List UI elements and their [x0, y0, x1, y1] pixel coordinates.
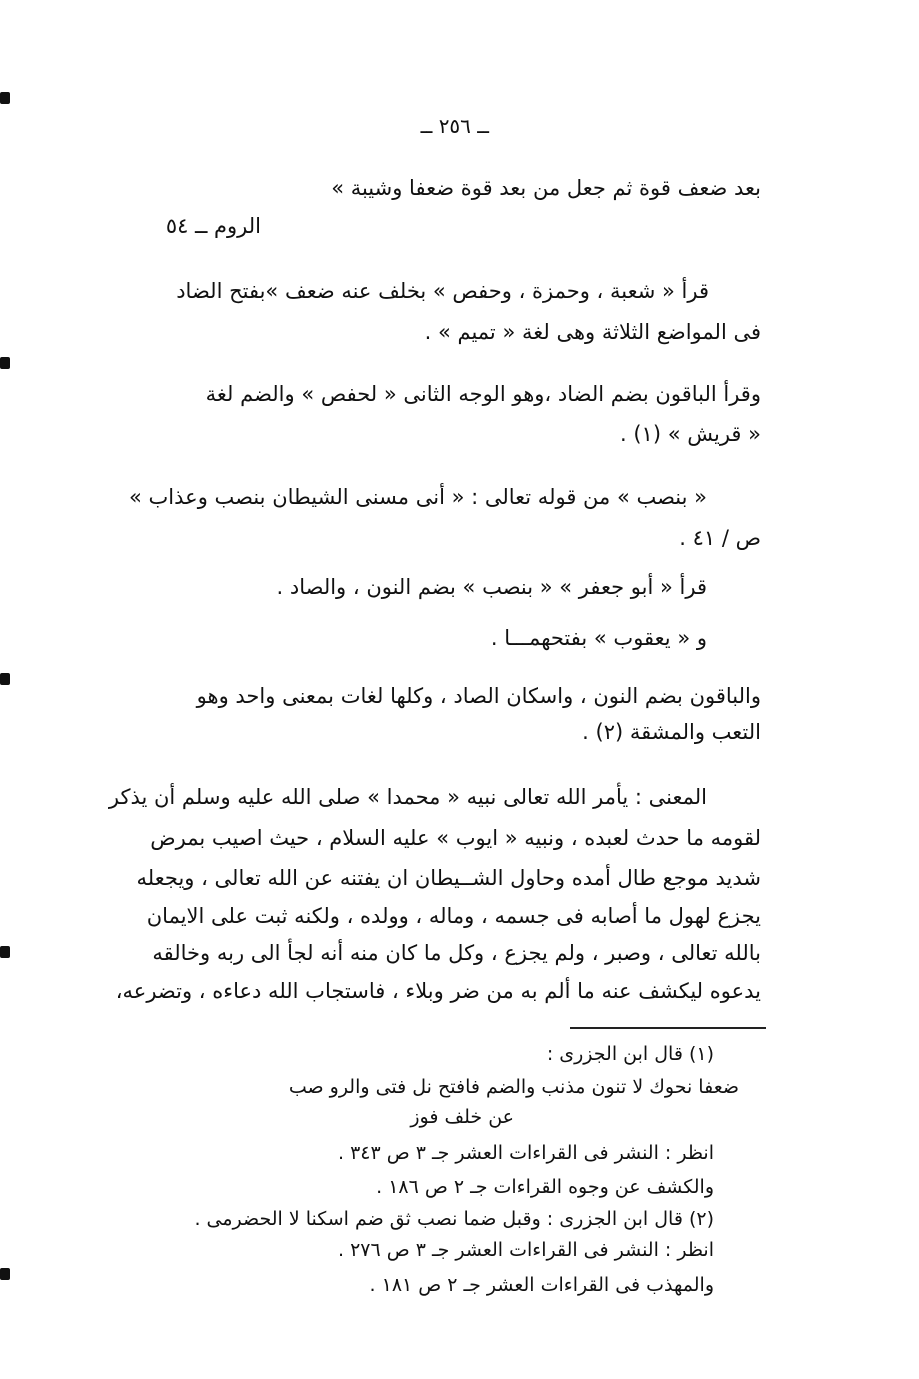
page-number: ــ ٢٥٦ ــ — [420, 114, 489, 138]
paragraph-line: وقرأ الباقون بضم الضاد ،وهو الوجه الثانى « لحفص » والضم لغة — [205, 382, 761, 406]
binding-mark — [0, 92, 10, 104]
paragraph-line: فى المواضع الثلاثة وهى لغة « تميم » . — [424, 320, 761, 344]
paragraph-line: بالله تعالى ، وصبر ، ولم يجزع ، وكل ما كان منه أنه لجأ الى ربه وخالقه — [152, 941, 761, 965]
quran-reference: الروم ــ ٥٤ — [165, 214, 261, 238]
paragraph-line: المعنى : يأمر الله تعالى نبيه « محمدا » صلى الله عليه وسلم أن يذكر — [108, 785, 707, 809]
footnote-line: ضعفا نحوك لا تنون مذنب والضم فافتح نل فتى والرو صب — [288, 1076, 739, 1098]
paragraph-line: يجزع لهول ما أصابه فى جسمه ، وماله ، وولده ، ولكنه ثبت على الايمان — [146, 904, 761, 928]
footnote-line: (١) قال ابن الجزرى : — [546, 1043, 714, 1065]
footnote-line: انظر : النشر فى القراءات العشر جـ ٣ ص ٣٤٣ . — [338, 1142, 714, 1164]
binding-mark — [0, 1268, 10, 1280]
paragraph-line: يدعوه ليكشف عنه ما ألم به من ضر وبلاء ، فاستجاب الله دعاءه ، وتضرعه، — [115, 979, 761, 1003]
binding-mark — [0, 673, 10, 685]
binding-mark — [0, 946, 10, 958]
footnote-line: عن خلف فوز — [410, 1106, 514, 1128]
paragraph-line: « بنصب » من قوله تعالى : « أنى مسنى الشيطان بنصب وعذاب » — [129, 485, 707, 509]
paragraph-line: والباقون بضم النون ، واسكان الصاد ، وكلها لغات بمعنى واحد وهو — [196, 684, 761, 708]
paragraph-line: ص / ٤١ . — [679, 526, 761, 550]
paragraph-line: التعب والمشقة (٢) . — [582, 720, 761, 744]
footnote-line: والكشف عن وجوه القراءات جـ ٢ ص ١٨٦ . — [376, 1176, 714, 1198]
paragraph-line: « قريش » (١) . — [620, 422, 761, 446]
paragraph-line: قرأ « أبو جعفر » « بنصب » بضم النون ، والصاد . — [276, 575, 707, 599]
quran-verse-tail: بعد ضعف قوة ثم جعل من بعد قوة ضعفا وشيبة » — [331, 176, 761, 200]
paragraph-line: قرأ « شعبة ، وحمزة ، وحفص » بخلف عنه ضعف »بفتح الضاد — [176, 279, 709, 303]
paragraph-line: شديد موجع طال أمده وحاول الشــيطان ان يفتنه عن الله تعالى ، ويجعله — [136, 866, 761, 890]
footnote-line: انظر : النشر فى القراءات العشر جـ ٣ ص ٢٧٦ . — [338, 1239, 714, 1261]
paragraph-line: لقومه ما حدث لعبده ، ونبيه « ايوب » عليه السلام ، حيث اصيب بمرض — [150, 826, 761, 850]
footnote-line: (٢) قال ابن الجزرى : وقبل ضما نصب ثق ضم اسكنا لا الحضرمى . — [194, 1208, 714, 1230]
paragraph-line: و « يعقوب » بفتحهمـــا . — [490, 626, 707, 650]
binding-mark — [0, 357, 10, 369]
footnote-separator — [570, 1027, 766, 1029]
footnote-line: والمهذب فى القراءات العشر جـ ٢ ص ١٨١ . — [369, 1274, 714, 1296]
